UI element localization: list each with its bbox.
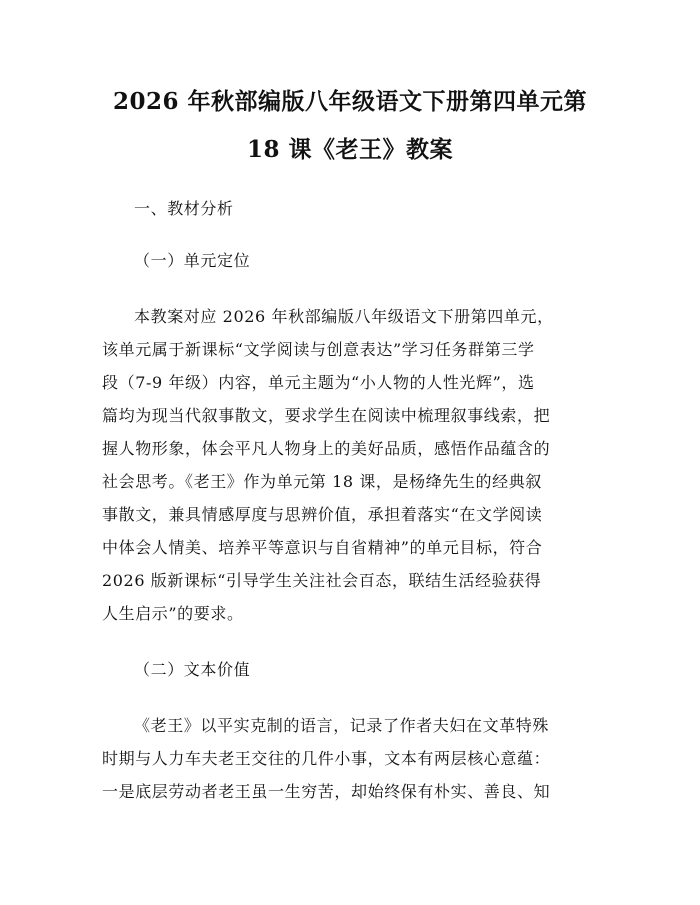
section-heading-teaching-material-analysis: 一、教材分析	[134, 199, 234, 218]
paragraph-spacer	[102, 630, 598, 653]
subsection-heading-unit-positioning: （一）单元定位	[134, 251, 251, 270]
paragraph-line: 该单元属于新课标“文学阅读与创意表达”学习任务群第三学	[102, 340, 535, 359]
paragraph-line: 中体会人情美、培养平等意识与自省精神”的单元目标，符合	[102, 538, 543, 557]
paragraph-unit-positioning	[102, 300, 598, 630]
paragraph-line: 一是底层劳动者老王虽一生穷苦，却始终保有朴实、善良、知	[102, 782, 551, 801]
paragraph-line: 2026 版新课标“引导学生关注社会百态，联结生活经验获得	[102, 571, 542, 590]
subsection-heading-text-value: （二）文本价值	[134, 660, 251, 679]
paragraph-text-value	[102, 709, 598, 808]
paragraph-line: 段（7-9 年级）内容，单元主题为“小人物的人性光辉”，选	[102, 373, 535, 392]
document-body	[102, 192, 598, 808]
paragraph-line: 人生启示”的要求。	[102, 604, 244, 623]
paragraph-line: 本教案对应 2026 年秋部编版八年级语文下册第四单元，	[134, 307, 554, 326]
paragraph-line: 社会思考。《老王》作为单元第 18 课，是杨绛先生的经典叙	[102, 472, 542, 491]
document-title	[102, 0, 598, 174]
paragraph-line: 时期与人力车夫老王交往的几件小事，文本有两层核心意蕴：	[102, 749, 551, 768]
paragraph-line: 握人物形象，体会平凡人物身上的美好品质，感悟作品蕴含的	[102, 439, 551, 458]
title-line-1: 2026 年秋部编版八年级语文下册第四单元第	[112, 88, 588, 115]
paragraph-line: 篇均为现当代叙事散文，要求学生在阅读中梳理叙事线索，把	[102, 406, 551, 425]
paragraph-line: 事散文，兼具情感厚度与思辨价值，承担着落实“在文学阅读	[102, 505, 543, 524]
title-line-2: 18 课《老王》教案	[246, 136, 453, 163]
paragraph-line: 《老王》以平实克制的语言，记录了作者夫妇在文革特殊	[134, 716, 550, 735]
